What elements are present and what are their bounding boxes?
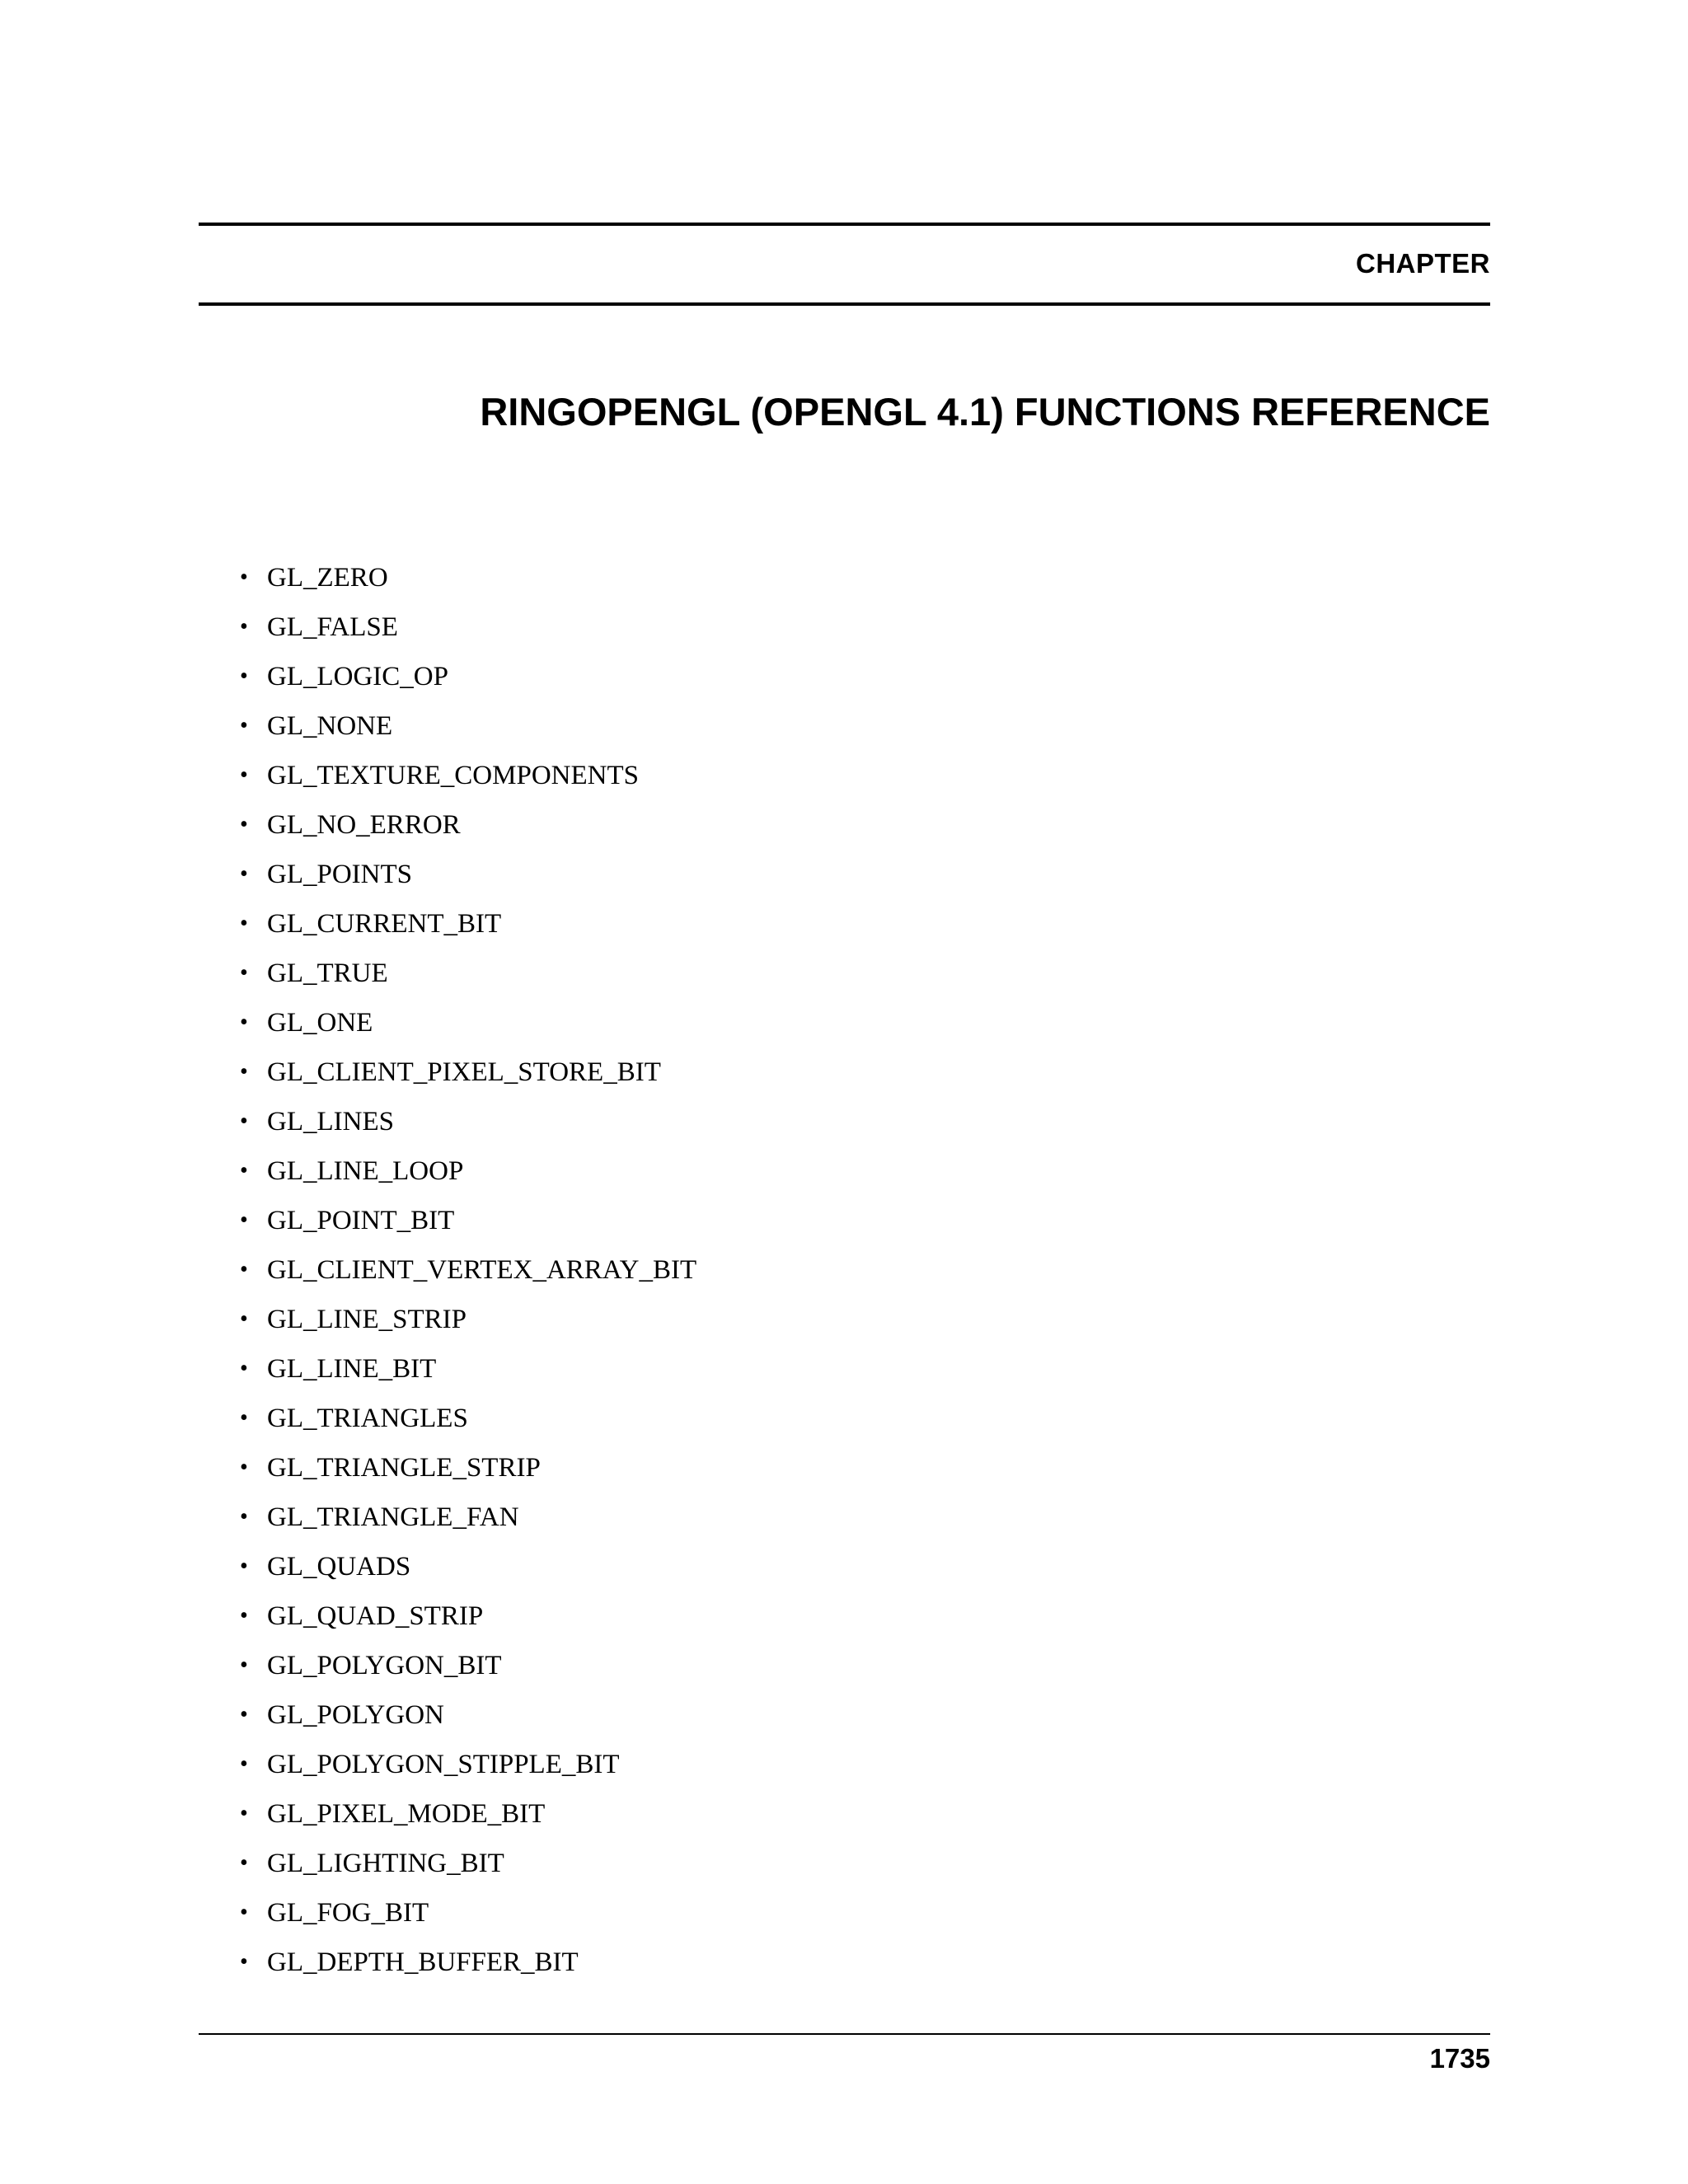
list-item (238, 1497, 696, 1546)
constant-name: GL_LINE_LOOP (267, 1156, 464, 1186)
bullet-icon: • (240, 1455, 248, 1480)
constant-name: GL_ONE (267, 1008, 373, 1038)
bullet-icon: • (240, 1158, 248, 1183)
constant-name: GL_LIGHTING_BIT (267, 1849, 504, 1878)
constant-name: GL_TRIANGLE_FAN (267, 1502, 519, 1532)
header-top-rule (199, 223, 1490, 226)
bullet-icon: • (240, 1257, 248, 1282)
bullet-icon: • (240, 614, 248, 640)
bullet-icon: • (240, 1801, 248, 1826)
list-item (238, 1447, 696, 1497)
list-item (238, 1694, 696, 1744)
bullet-icon: • (240, 1059, 248, 1085)
list-item (238, 755, 696, 804)
constants-list (238, 557, 696, 1991)
list-item (238, 607, 696, 656)
bullet-icon: • (240, 960, 248, 986)
constant-name: GL_TRIANGLE_STRIP (267, 1453, 541, 1483)
bullet-icon: • (240, 762, 248, 788)
bullet-icon: • (240, 565, 248, 590)
constant-name: GL_DEPTH_BUFFER_BIT (267, 1947, 579, 1977)
constant-name: GL_CLIENT_PIXEL_STORE_BIT (267, 1057, 661, 1087)
constant-name: GL_TRUE (267, 958, 388, 988)
bullet-icon: • (240, 1010, 248, 1035)
bullet-icon: • (240, 1603, 248, 1629)
list-item (238, 804, 696, 854)
bullet-icon: • (240, 812, 248, 837)
constant-name: GL_QUAD_STRIP (267, 1601, 484, 1631)
bullet-icon: • (240, 1900, 248, 1925)
list-item (238, 705, 696, 755)
bullet-icon: • (240, 1850, 248, 1876)
bullet-icon: • (240, 1108, 248, 1134)
constant-name: GL_LINE_STRIP (267, 1305, 467, 1334)
constant-name: GL_CURRENT_BIT (267, 909, 502, 939)
list-item (238, 1892, 696, 1942)
constant-name: GL_LINE_BIT (267, 1354, 437, 1384)
bullet-icon: • (240, 1504, 248, 1530)
chapter-label: CHAPTER (1355, 248, 1490, 279)
constant-name: GL_TRIANGLES (267, 1404, 468, 1433)
list-item (238, 1645, 696, 1694)
constant-name: GL_FALSE (267, 612, 398, 642)
bullet-icon: • (240, 1306, 248, 1332)
bullet-icon: • (240, 1652, 248, 1678)
list-item (238, 1744, 696, 1793)
list-item (238, 1101, 696, 1151)
list-item (238, 1546, 696, 1596)
constant-name: GL_CLIENT_VERTEX_ARRAY_BIT (267, 1255, 697, 1285)
constant-name: GL_LINES (267, 1107, 394, 1137)
list-item (238, 1052, 696, 1101)
list-item (238, 854, 696, 903)
constant-name: GL_FOG_BIT (267, 1898, 429, 1928)
list-item (238, 1200, 696, 1249)
bullet-icon: • (240, 911, 248, 936)
constant-name: GL_POLYGON (267, 1700, 444, 1730)
bullet-icon: • (240, 1405, 248, 1431)
list-item (238, 656, 696, 705)
list-item (238, 1348, 696, 1398)
footer-rule (199, 2033, 1490, 2035)
bullet-icon: • (240, 1702, 248, 1727)
bullet-icon: • (240, 1554, 248, 1579)
constant-name: GL_TEXTURE_COMPONENTS (267, 761, 639, 790)
bullet-icon: • (240, 861, 248, 887)
list-item (238, 1843, 696, 1892)
bullet-icon: • (240, 1949, 248, 1975)
list-item (238, 953, 696, 1002)
list-item (238, 1596, 696, 1645)
list-item (238, 1398, 696, 1447)
list-item (238, 1002, 696, 1052)
chapter-title: RINGOPENGL (OPENGL 4.1) FUNCTIONS REFERENCE (480, 390, 1490, 434)
page-number: 1735 (1429, 2043, 1490, 2074)
list-item (238, 903, 696, 953)
list-item (238, 1151, 696, 1200)
list-item (238, 557, 696, 607)
constant-name: GL_PIXEL_MODE_BIT (267, 1799, 546, 1829)
constant-name: GL_POINTS (267, 860, 413, 889)
bullet-icon: • (240, 1356, 248, 1381)
constant-name: GL_LOGIC_OP (267, 662, 448, 691)
list-item (238, 1942, 696, 1991)
constant-name: GL_POINT_BIT (267, 1206, 455, 1235)
constant-name: GL_ZERO (267, 563, 388, 593)
header-bottom-rule (199, 302, 1490, 306)
constant-name: GL_QUADS (267, 1552, 411, 1582)
constant-name: GL_POLYGON_STIPPLE_BIT (267, 1750, 620, 1779)
bullet-icon: • (240, 1207, 248, 1233)
list-item (238, 1249, 696, 1299)
list-item (238, 1793, 696, 1843)
constant-name: GL_NONE (267, 711, 393, 741)
bullet-icon: • (240, 663, 248, 689)
list-item (238, 1299, 696, 1348)
bullet-icon: • (240, 713, 248, 738)
constant-name: GL_POLYGON_BIT (267, 1651, 502, 1680)
constant-name: GL_NO_ERROR (267, 810, 461, 840)
bullet-icon: • (240, 1751, 248, 1777)
